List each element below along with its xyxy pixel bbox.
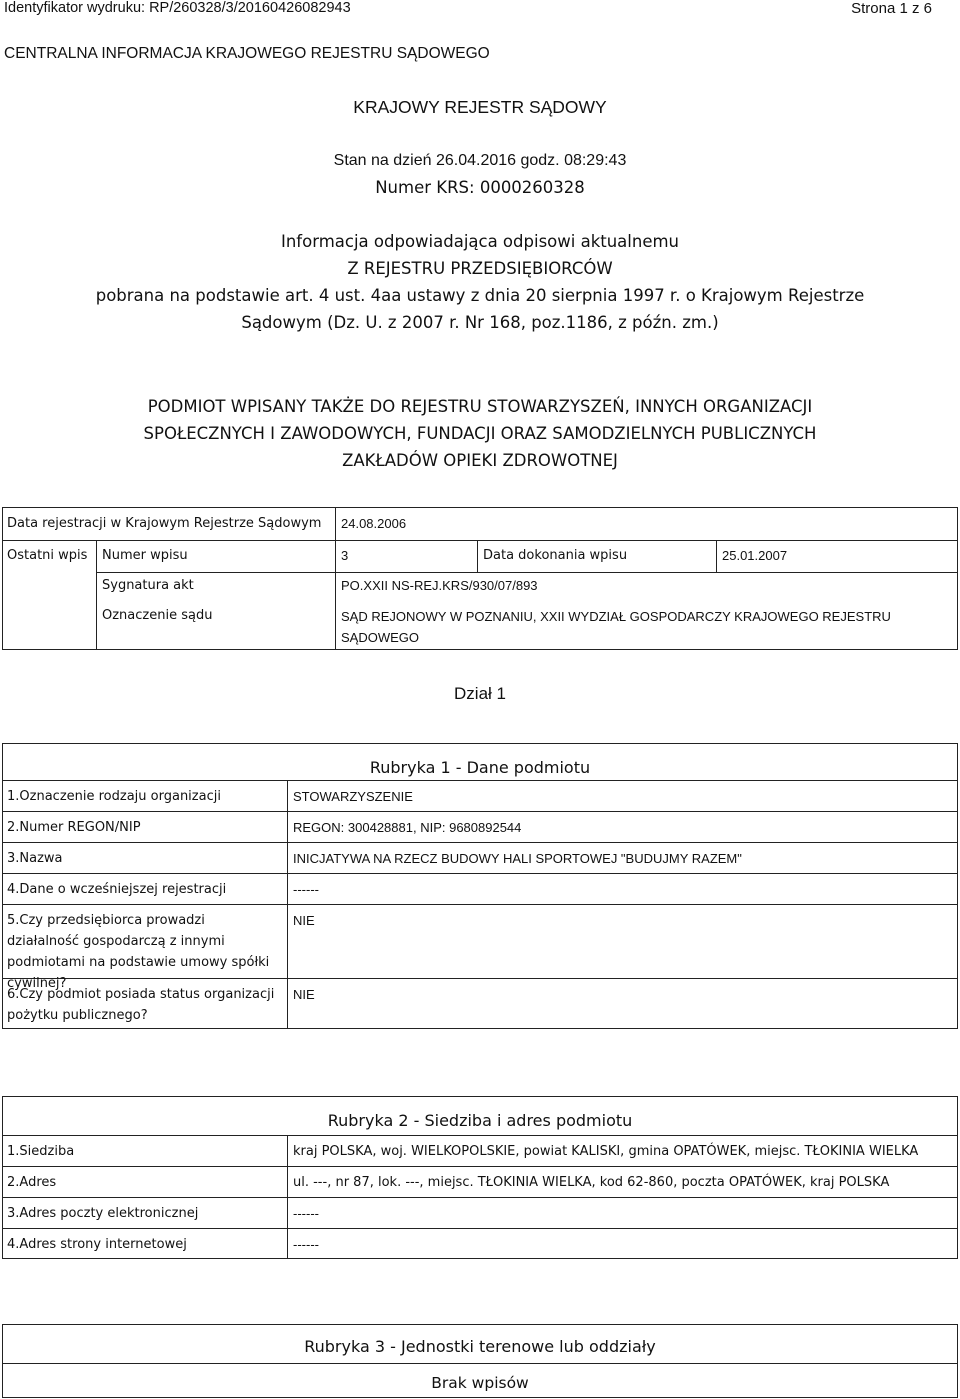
notice-line-2: SPOŁECZNYCH I ZAWODOWYCH, FUNDACJI ORAZ SAMODZIELNYCH PUBLICZNYCH — [143, 424, 817, 443]
row-value: STOWARZYSZENIE — [293, 789, 413, 804]
row-label: 1.Oznaczenie rodzaju organizacji — [7, 789, 221, 804]
row-value: kraj POLSKA, woj. WIELKOPOLSKIE, powiat KALISKI, gmina OPATÓWEK, miejsc. TŁOKINIA WIELKA — [293, 1144, 919, 1159]
registration-date-value: 24.08.2006 — [341, 516, 407, 531]
print-identifier: Identyfikator wydruku: RP/260328/3/20160426082943 — [4, 0, 351, 16]
row-value: ------ — [293, 882, 319, 897]
row-label: 2.Adres — [7, 1175, 57, 1190]
row-label: 5.Czy przedsiębiorca prowadzi działalność gospodarczą z innymi podmiotami na podstawie umowy spółki cywilnej? — [7, 913, 270, 991]
row-value: ul. ---, nr 87, lok. ---, miejsc. TŁOKINIA WIELKA, kod 62-860, poczta OPATÓWEK, kraj POLSKA — [293, 1175, 890, 1190]
completion-date-label: Data dokonania wpisu — [483, 548, 628, 563]
notice-line-3: ZAKŁADÓW OPIEKI ZDROWOTNEJ — [342, 451, 618, 470]
registry-title: KRAJOWY REJESTR SĄDOWY — [353, 97, 607, 117]
rubric-3-title: Rubryka 3 - Jednostki terenowe lub oddziały — [304, 1337, 656, 1356]
row-value: REGON: 300428881, NIP: 9680892544 — [293, 820, 522, 835]
section-title: Dział 1 — [454, 684, 506, 703]
signature-label: Sygnatura akt — [102, 578, 194, 593]
row-value: ------ — [293, 1237, 319, 1252]
row-label: 4.Dane o wcześniejszej rejestracji — [7, 882, 227, 897]
row-label: 3.Adres poczty elektronicznej — [7, 1206, 199, 1221]
row-value: INICJATYWA NA RZECZ BUDOWY HALI SPORTOWEJ "BUDUJMY RAZEM" — [293, 851, 742, 866]
row-label: 3.Nazwa — [7, 851, 63, 866]
court-value: SĄD REJONOWY W POZNANIU, XXII WYDZIAŁ GOSPODARCZY KRAJOWEGO REJESTRU SĄDOWEGO — [341, 609, 891, 645]
rubric-1-title: Rubryka 1 - Dane podmiotu — [369, 758, 591, 777]
krs-number: Numer KRS: 0000260328 — [375, 178, 585, 197]
court-label: Oznaczenie sądu — [102, 608, 213, 623]
org-name: CENTRALNA INFORMACJA KRAJOWEGO REJESTRU SĄDOWEGO — [4, 45, 490, 62]
signature-value: PO.XXII NS-REJ.KRS/930/07/893 — [341, 578, 538, 593]
completion-date-value: 25.01.2007 — [722, 548, 788, 563]
row-label: 1.Siedziba — [7, 1144, 75, 1159]
legal-basis-line-1: pobrana na podstawie art. 4 ust. 4aa ustawy z dnia 20 sierpnia 1997 r. o Krajowym Rejestrze — [95, 286, 865, 305]
info-line-1: Informacja odpowiadająca odpisowi aktualnemu — [280, 232, 680, 251]
entry-number-label: Numer wpisu — [102, 548, 188, 563]
legal-basis-line-2: Sądowym (Dz. U. z 2007 r. Nr 168, poz.1186, z późn. zm.) — [241, 313, 719, 332]
row-value: ------ — [293, 1206, 319, 1221]
last-entry-label: Ostatni wpis — [7, 548, 88, 563]
notice-line-1: PODMIOT WPISANY TAKŻE DO REJESTRU STOWARZYSZEŃ, INNYCH ORGANIZACJI — [147, 397, 813, 416]
info-line-2: Z REJESTRU PRZEDSIĘBIORCÓW — [347, 259, 613, 278]
row-label: 6.Czy podmiot posiada status organizacji pożytku publicznego? — [7, 987, 275, 1023]
row-value: NIE — [293, 913, 315, 928]
page-number: Strona 1 z 6 — [851, 0, 932, 17]
row-label: 2.Numer REGON/NIP — [7, 820, 141, 835]
entry-number-value: 3 — [341, 548, 349, 563]
state-date: Stan na dzień 26.04.2016 godz. 08:29:43 — [333, 152, 627, 169]
rubric-3-empty: Brak wpisów — [431, 1374, 529, 1392]
rubric-2-title: Rubryka 2 - Siedziba i adres podmiotu — [327, 1111, 633, 1130]
registration-date-label: Data rejestracji w Krajowym Rejestrze Sądowym — [7, 516, 322, 531]
row-label: 4.Adres strony internetowej — [7, 1237, 187, 1252]
row-value: NIE — [293, 987, 315, 1002]
